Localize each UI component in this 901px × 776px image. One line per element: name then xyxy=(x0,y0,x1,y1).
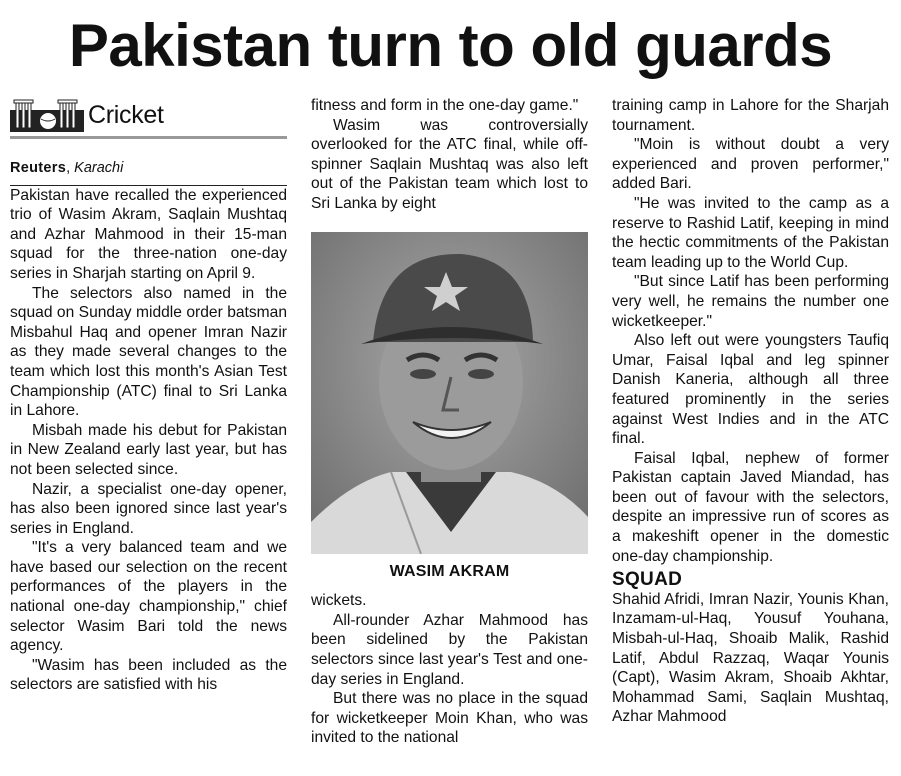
paragraph: training camp in Lahore for the Sharjah tournament. xyxy=(612,97,889,134)
paragraph: "But since Latif has been performing very well, he remains the number one wicketkeeper." xyxy=(612,273,889,330)
article-column-2 xyxy=(311,96,588,748)
paragraph: "Moin is without doubt a very experienced and proven performer," added Bari. xyxy=(612,136,889,193)
squad-list xyxy=(612,590,889,727)
byline-agency: Reuters xyxy=(10,160,67,176)
photo-caption: WASIM AKRAM xyxy=(389,562,510,580)
paragraph: Nazir, a specialist one-day opener, has also been ignored since last year's series in England. xyxy=(10,480,287,537)
paragraph: "He was invited to the camp as a reserve to Rashid Latif, keeping in mind the hectic commitments of the Pakistan team leading up to the World Cup. xyxy=(612,194,889,271)
paragraph: Pakistan have recalled the experienced trio of Wasim Akram, Saqlain Mushtaq and Azhar Mahmood in their 15-man squad for the three-nation one-day series in Sharjah starting on April 9. xyxy=(10,186,287,282)
paragraph: fitness and form in the one-day game." xyxy=(311,97,579,114)
player-photo-image xyxy=(311,232,588,554)
paragraph: All-rounder Azhar Mahmood has been sidelined by the Pakistan selectors since last year's Test and one-day series in England. xyxy=(311,611,588,688)
paragraph: But there was no place in the squad for wicketkeeper Moin Khan, who was invited to the national xyxy=(311,690,588,747)
paragraph: Misbah made his debut for Pakistan in New Zealand early last year, but has not been selected since. xyxy=(10,421,287,478)
article-column-1 xyxy=(10,96,287,695)
squad-heading: SQUAD xyxy=(612,569,683,591)
paragraph: wickets. xyxy=(311,592,367,610)
paragraph: Faisal Iqbal, nephew of former Pakistan captain Javed Miandad, has been out of favour with the selectors, despite an impressive run of scores as a makeshift opener in the domestic one-day championship. xyxy=(612,449,889,565)
section-label xyxy=(10,96,287,139)
squad-names: Shahid Afridi, Imran Nazir, Younis Khan, Inzamam-ul-Haq, Yousuf Youhana, Misbah-ul-Haq, Shoaib Malik, Rashid Latif, Abdul Razzaq, Waqar Younis (Capt), Wasim Akram, Shoaib Akhtar, Mohammad Sami, Saqlain Mushtaq, Azhar Mahmood xyxy=(612,590,889,726)
player-photo xyxy=(311,232,588,554)
section-label-text: Cricket xyxy=(88,101,164,130)
byline: Reuters, Karachi xyxy=(10,159,287,186)
paragraph: "It's a very balanced team and we have based our selection on the recent performances of the players in the national one-day championship," chief selector Wasim Bari told the news agency. xyxy=(10,539,287,655)
headline: Pakistan turn to old guards xyxy=(68,12,833,79)
paragraph: The selectors also named in the squad on Sunday middle order batsman Misbahul Haq and opener Imran Nazir as they made several changes to the team which lost this month's Asian Test Championship (ATC) final to Sri Lanka in Lahore. xyxy=(10,284,287,420)
paragraph: Wasim was controversially overlooked for the ATC final, while off-spinner Saqlain Mushtaq was also left out of the Pakistan team which lost to Sri Lanka by eight xyxy=(311,116,588,212)
article-column-3 xyxy=(612,96,889,727)
paragraph: "Wasim has been included as the selectors are satisfied with his xyxy=(10,656,287,694)
paragraph: Also left out were youngsters Taufiq Umar, Faisal Iqbal and leg spinner Danish Kaneria, although all three featured prominently in the series against West Indies and in the ATC final. xyxy=(612,332,889,448)
cricket-logo-icon xyxy=(10,98,84,134)
photo-block xyxy=(311,232,588,582)
byline-place: Karachi xyxy=(74,160,124,176)
